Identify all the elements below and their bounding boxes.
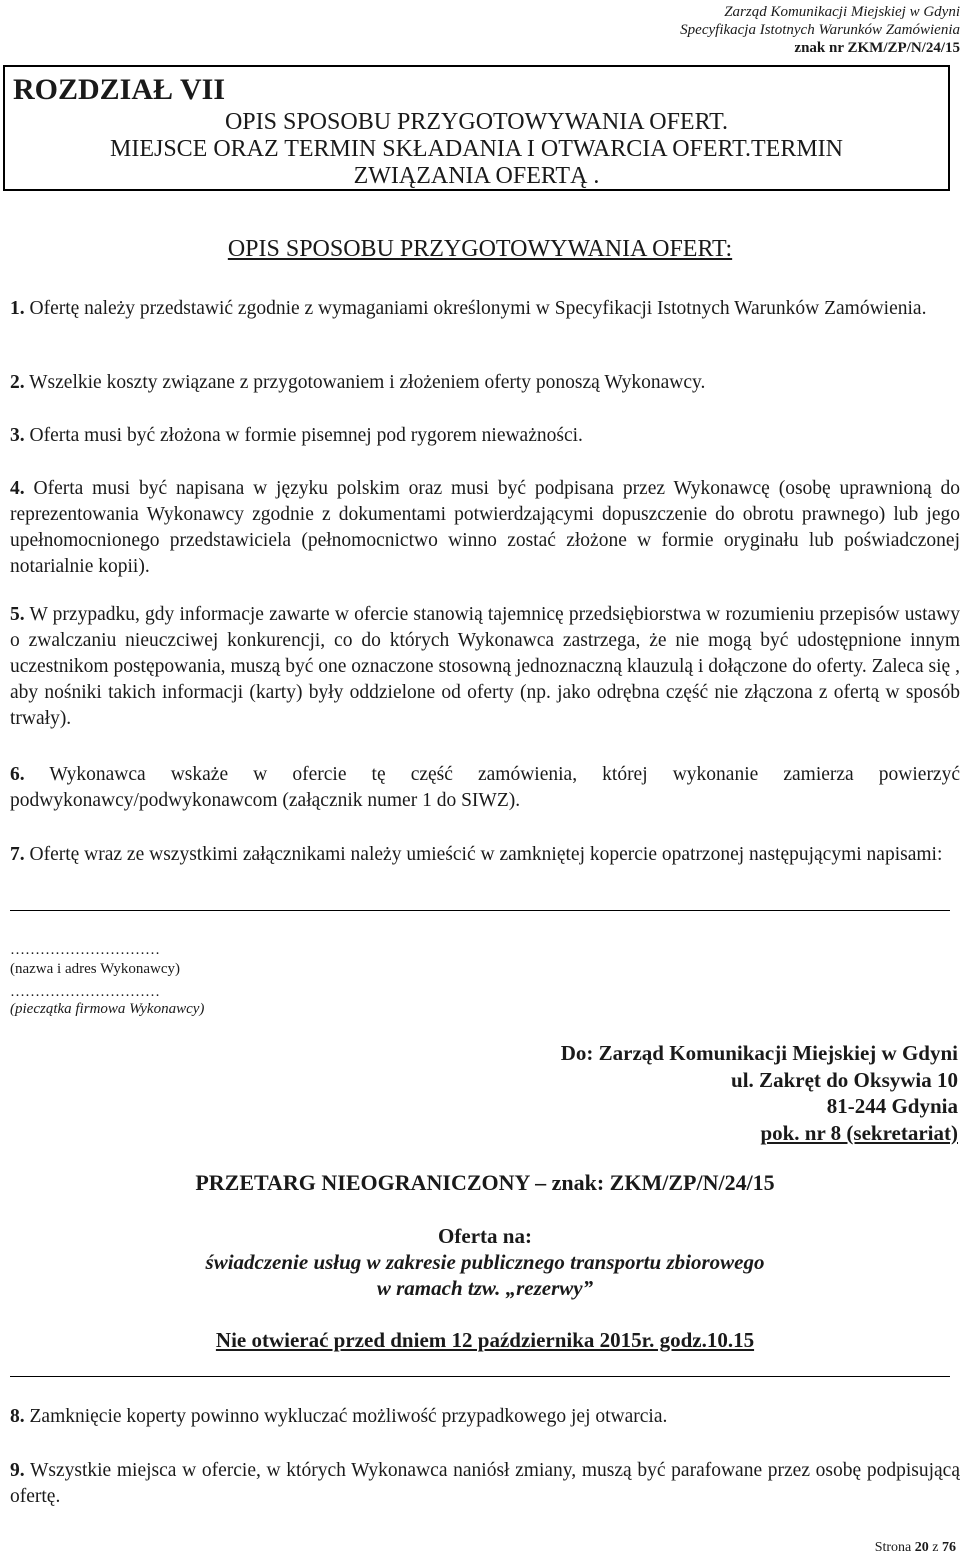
list-item [10,1404,960,1430]
contractor-name-label: (nazwa i adres Wykonawcy) [10,961,180,977]
list-item [10,762,960,814]
dotted-line: ………………………… [10,942,160,958]
current-page: 20 [914,1540,929,1555]
header-reference-code: znak nr ZKM/ZP/N/24/15 [794,40,960,56]
section-heading [0,236,960,263]
item-text: Wykonawca wskaże w ofercie tę część zamówienia, której wykonanie zamierza powierzyć podwykonawcy/podwykonawcom (załącznik numer 1 do SIWZ). [10,764,960,811]
list-item [10,296,960,322]
offer-subject-line-1: świadczenie usług w zakresie publicznego transportu zbiorowego [205,1250,765,1274]
item-number: 2. [10,372,25,393]
page-header [680,3,960,57]
item-number: 9. [10,1460,25,1481]
page-number-separator: z [932,1540,939,1555]
recipient-city: 81-244 Gdynia [826,1094,958,1118]
page-number [875,1540,956,1556]
item-text: Oferta musi być napisana w języku polskim oraz musi być podpisana przez Wykonawcę (osobę uprawnioną do reprezentowania Wykonawcy zgodnie z dokumentami potwierdzającymi dopuszczenie do obrotu prawnego) lub jego upełnomocnionego przedstawiciela (pełnomocnictwo winno zostać złożone w formie oryginału lub poświadczonej notarialnie kopii). [10,478,960,577]
chapter-title: ROZDZIAŁ VII [13,73,226,106]
list-item [10,1458,960,1510]
item-text: Wszystkie miejsca w ofercie, w których Wykonawca naniósł zmiany, muszą być parafowane przez osobę podpisującą ofertę. [10,1460,960,1507]
item-text: Ofertę należy przedstawić zgodnie z wymaganiami określonymi w Specyfikacji Istotnych Warunków Zamówienia. [29,298,927,319]
total-pages: 76 [942,1540,956,1555]
offer-subject-line-2: w ramach tzw. „rezerwy” [376,1276,594,1300]
list-item [10,602,960,732]
page-number-prefix: Strona [874,1540,912,1555]
item-number: 4. [10,478,25,499]
list-item [10,370,960,396]
item-number: 6. [10,764,25,785]
chapter-heading-box [3,65,950,191]
item-number: 1. [10,298,25,319]
tender-heading: PRZETARG NIEOGRANICZONY – znak: ZKM/ZP/N/24/15 [195,1170,775,1195]
list-item [10,476,960,580]
item-text: Zamknięcie koperty powinno wykluczać możliwość przypadkowego jej otwarcia. [29,1406,668,1427]
item-number: 8. [10,1406,25,1427]
recipient-name: Do: Zarząd Komunikacji Miejskiej w Gdyni [560,1041,958,1065]
recipient-street: ul. Zakręt do Oksywia 10 [731,1067,958,1092]
item-number: 7. [10,844,25,865]
list-item [10,423,960,449]
item-text: Wszelkie koszty związane z przygotowaniem i złożeniem oferty ponoszą Wykonawcy. [29,372,706,393]
envelope-bottom-rule [10,1376,950,1377]
recipient-room: pok. nr 8 (sekretariat) [760,1120,958,1145]
offer-for-label: Oferta na: [438,1224,532,1248]
section-heading-text: OPIS SPOSOBU PRZYGOTOWYWANIA OFERT: [227,236,733,262]
chapter-subtitle [5,109,948,190]
item-text: Ofertę wraz ze wszystkimi załącznikami należy umieścić w zamkniętej kopercie opatrzonej następującymi napisami: [29,844,943,865]
contractor-stamp-label: (pieczątka firmowa Wykonawcy) [10,1001,205,1017]
chapter-subtitle-line-3: ZWIĄZANIA OFERTĄ . [353,163,600,189]
header-document-title: Specyfikacja Istotnych Warunków Zamówienia [680,22,960,38]
recipient-address [561,1040,958,1146]
list-item [10,842,960,868]
item-number: 5. [10,604,25,625]
item-text: W przypadku, gdy informacje zawarte w ofercie stanowią tajemnicę przedsiębiorstwa w rozumieniu przepisów ustawy o zwalczaniu nieuczciwej konkurencji, co do których Wykonawca zastrzega, że nie mogą być udostępnione innym uczestnikom postępowania, muszą być one oznaczone stosowną jednoznaczną klauzulą i dołączone do oferty. Zaleca się , aby nośniki takich informacji (karty) były oddzielone od oferty (np. jako odrębna część nie złączona z ofertą w sposób trwały). [10,604,960,729]
header-organization: Zarząd Komunikacji Miejskiej w Gdyni [724,4,960,20]
chapter-subtitle-line-1: OPIS SPOSOBU PRZYGOTOWYWANIA OFERT. [224,109,729,135]
chapter-subtitle-line-2: MIEJSCE ORAZ TERMIN SKŁADANIA I OTWARCIA OFERT.TERMIN [109,136,843,162]
envelope-top-rule [10,910,950,911]
item-text: Oferta musi być złożona w formie pisemnej pod rygorem nieważności. [29,425,583,446]
dotted-line: ………………………… [10,984,160,1000]
item-number: 3. [10,425,25,446]
do-not-open-notice: Nie otwierać przed dniem 12 października 2015r. godz.10.15 [215,1328,755,1352]
